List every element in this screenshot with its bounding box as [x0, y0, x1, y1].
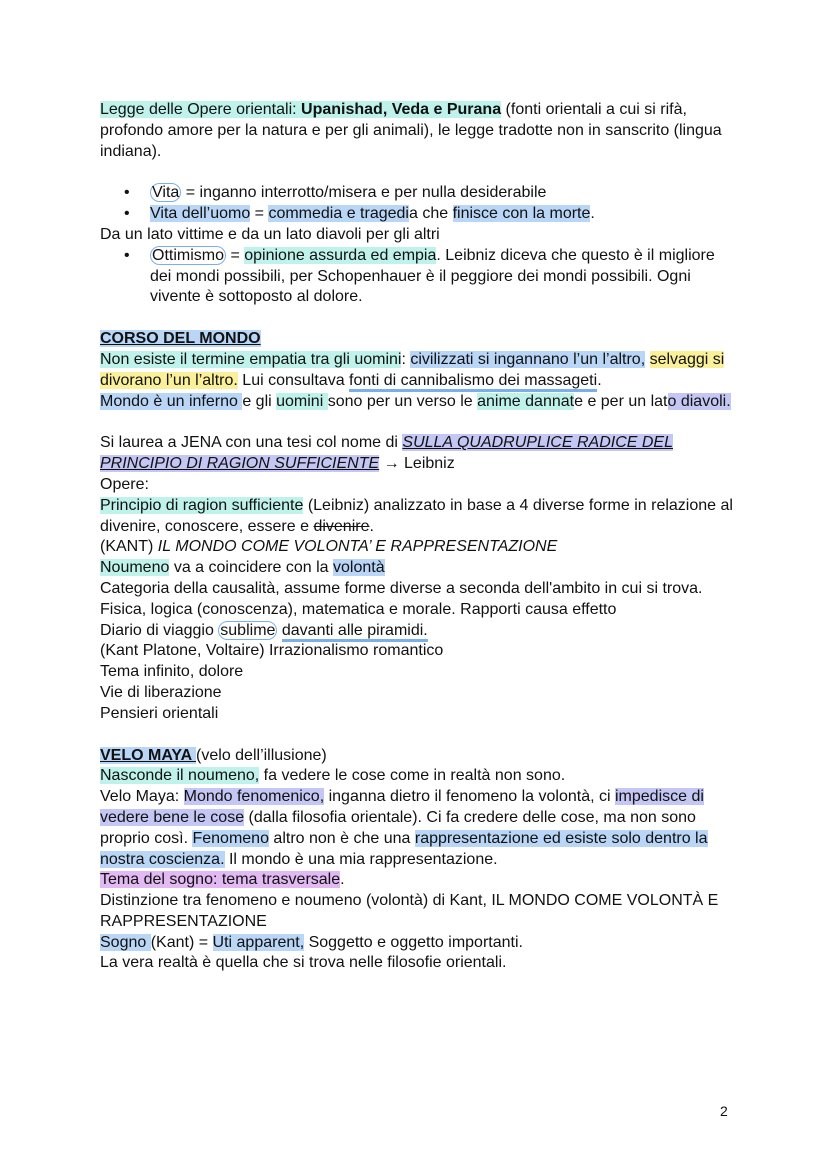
text: Soggetto e oggetto importanti.: [304, 933, 523, 951]
section-title-velo: [100, 746, 740, 767]
highlight: Mondo è un inferno: [100, 392, 243, 410]
text: (Leibniz) analizzato in base a 4 diverse forme in relazione al divenire, conoscere, essere e: [100, 496, 733, 535]
highlight: SULLA QUADRUPLICE RADICE DEL PRINCIPIO DI RAGION SUFFICIENTE: [100, 434, 673, 473]
heading: CORSO DEL MONDO: [100, 330, 261, 348]
bullet-list: [100, 183, 740, 225]
highlight: Noumeno: [100, 559, 170, 577]
paragraph: Da un lato vittime e da un lato diavoli per gli altri: [100, 225, 440, 243]
text: [645, 351, 649, 368]
text: .: [369, 517, 374, 535]
text: = inganno interrotto/misera e per nulla desiderabile: [181, 184, 547, 202]
highlight: opinione assurda ed empia: [244, 246, 437, 264]
paragraph: Categoria della causalità, assume forme diverse a seconda dell'ambito in cui si trova. Fisica, logica (conoscenza), matematica e morale. Rapporti causa effetto: [100, 579, 703, 618]
highlight: uomini: [276, 392, 328, 410]
paragraph: Vie di liberazione: [100, 683, 222, 701]
text: (KANT): [100, 538, 158, 556]
text: Lui consultava: [237, 371, 350, 389]
heading: VELO MAYA: [100, 746, 197, 764]
list-item: [100, 183, 740, 204]
paragraph: [100, 433, 740, 475]
highlight: Principio di ragion sufficiente: [100, 496, 304, 514]
highlight: Sogno: [100, 933, 151, 951]
page-content: [100, 100, 740, 974]
text: .: [597, 371, 602, 389]
highlight: Tema del sogno: tema trasversale: [100, 871, 341, 889]
text: → Leibniz: [379, 455, 455, 473]
list-item: [100, 246, 740, 308]
page-number: 2: [720, 1103, 728, 1119]
strikethrough-text: divenire: [313, 517, 370, 535]
highlight: o diavoli.: [667, 392, 731, 410]
paragraph: [100, 392, 740, 413]
circled-word: Vita: [152, 184, 180, 202]
circled-word: sublime: [220, 621, 276, 639]
italic-text: IL MONDO COME VOLONTA’ E RAPPRESENTAZIONE: [157, 538, 558, 556]
paragraph: [100, 933, 740, 954]
text: a che: [408, 205, 453, 223]
highlight: rappresentazione ed esiste solo dentro la nostra coscienza.: [100, 829, 708, 868]
highlight: finisce con la morte: [452, 205, 591, 223]
text: altro non è che una: [268, 829, 415, 847]
highlight: impedisce di vedere bene le cose: [100, 788, 704, 826]
text: =: [250, 205, 269, 223]
intro-paragraph: [100, 100, 740, 162]
paragraph: [100, 766, 740, 787]
highlight: Mondo fenomenico,: [183, 788, 325, 806]
text: sono per un verso le: [327, 392, 478, 410]
text: .: [590, 205, 595, 223]
highlight: Vita dell’uomo: [150, 205, 251, 223]
text: Velo Maya:: [100, 788, 184, 806]
underline-mark: davanti alle piramidi.: [282, 622, 428, 642]
paragraph: Distinzione tra fenomeno e noumeno (volontà) di Kant, IL MONDO COME VOLONTÀ E RAPPRESENTAZIONE: [100, 892, 719, 930]
text: Il mondo è una mia rappresentazione.: [224, 850, 498, 868]
paragraph: [100, 537, 740, 558]
text: Si laurea a JENA con una tesi col nome di: [100, 434, 403, 452]
paragraph: (Kant Platone, Voltaire) Irrazionalismo romantico: [100, 642, 444, 660]
paragraph: La vera realtà è quella che si trova nelle filosofie orientali.: [100, 954, 507, 972]
text: inganna dietro il fenomeno la volontà, ci: [324, 788, 615, 806]
list-item: [100, 204, 740, 225]
paragraph: [100, 558, 740, 579]
highlight: volontà: [333, 559, 385, 577]
highlight: Fenomeno: [192, 829, 269, 847]
text: (fonti orientali a cui si rifà, profondo amore per la natura e per gli animali), le legge tradotte non in sanscrito (lingua indiana).: [100, 101, 722, 160]
paragraph: [100, 870, 740, 891]
text: fa vedere le cose come in realtà non sono.: [259, 767, 566, 785]
text: va a coincidere con la: [169, 559, 334, 577]
paragraph: Opere:: [100, 475, 149, 493]
highlight: Uti apparent,: [212, 933, 305, 951]
highlight: anime dannat: [477, 392, 575, 410]
paragraph: [100, 350, 740, 392]
text: .: [340, 871, 345, 889]
text: (dalla filosofia orientale). Ci fa credere delle cose, ma non sono proprio così.: [100, 808, 696, 847]
paragraph: Pensieri orientali: [100, 704, 219, 722]
text: :: [401, 350, 411, 368]
paragraph: [100, 787, 740, 870]
text: e e per un lat: [574, 392, 668, 410]
text: =: [226, 246, 245, 264]
paragraph: [100, 621, 740, 642]
text: (velo dell’illusione): [196, 746, 327, 764]
text: e gli: [242, 392, 277, 410]
text: (Kant) =: [150, 933, 213, 951]
paragraph: Tema infinito, dolore: [100, 663, 244, 681]
bold-text: Upanishad, Veda e Purana: [301, 101, 502, 118]
highlight: civilizzati si ingannano l’un l’altro,: [410, 350, 646, 368]
highlight: selvaggi si divorano l’un l’altro.: [100, 350, 725, 389]
highlight: Nasconde il noumeno,: [100, 767, 260, 785]
bullet-list: [100, 246, 740, 308]
underline-mark: fonti di cannibalismo dei massageti: [349, 372, 597, 392]
highlight: Legge delle Opere orientali:: [100, 101, 302, 118]
highlight: commedia e tragedi: [268, 205, 409, 223]
text: Diario di viaggio: [100, 621, 219, 639]
paragraph: [100, 496, 740, 538]
circled-word: Ottimismo: [152, 246, 224, 264]
text: . Leibniz diceva che questo è il migliore dei mondi possibili, per Schopenhauer è il peggiore dei mondi possibili. Ogni vivente è sottoposto al dolore.: [150, 246, 715, 306]
highlight: Non esiste il termine empatia tra gli uomini: [100, 350, 402, 368]
section-title-corso: [100, 329, 740, 350]
